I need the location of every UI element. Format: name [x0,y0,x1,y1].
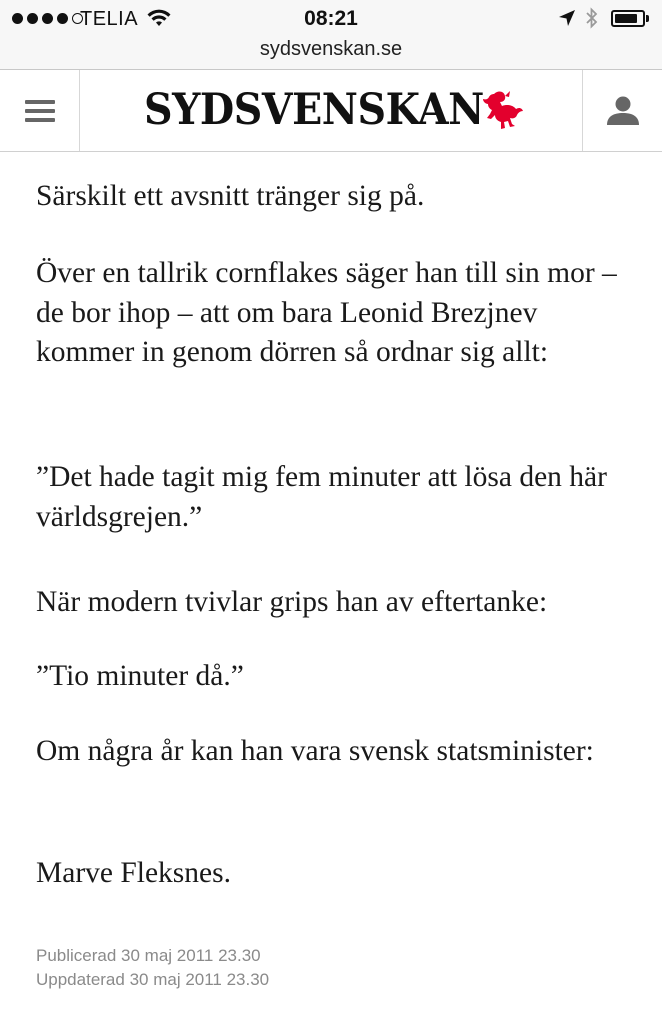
griffin-logo-icon [480,88,524,132]
status-bar [0,0,662,36]
site-logo[interactable] [144,85,513,135]
article-paragraph: Marve Fleksnes. [36,857,231,889]
carrier-name: TELIA [80,8,139,30]
user-icon [606,96,640,126]
article-meta [36,944,269,992]
battery-tip [646,15,649,22]
account-button[interactable] [582,70,662,151]
location-arrow-icon [558,9,576,27]
article-paragraph: ”Tio minuter då.” [36,660,244,692]
logo-wordmark: SYDSVENSKAN [144,85,484,135]
clock: 08:21 [304,7,358,30]
article-paragraph: Om några år kan han vara svensk statsminister: [36,735,594,767]
url-text[interactable]: sydsvenskan.se [259,38,403,60]
updated-date: Uppdaterad 30 maj 2011 23.30 [36,970,270,989]
article-paragraph: Över en tallrik cornflakes säger han till sin mor – de bor ihop – att om bara Leonid Brezjnev kommer in genom dörren så ordnar sig allt: [36,257,617,368]
bluetooth-icon [585,7,599,29]
article-paragraph: ”Det hade tagit mig fem minuter att lösa den här världsgrejen.” [36,461,607,533]
battery-icon [611,10,645,27]
article-paragraph: När modern tvivlar grips han av eftertanke: [36,586,548,618]
address-bar[interactable] [0,36,662,70]
site-header [0,70,662,152]
published-date: Publicerad 30 maj 2011 23.30 [36,946,261,965]
article-paragraph: Särskilt ett avsnitt tränger sig på. [36,180,425,212]
menu-button[interactable] [0,70,80,151]
hamburger-menu-icon [25,100,55,122]
battery-level [615,14,637,23]
